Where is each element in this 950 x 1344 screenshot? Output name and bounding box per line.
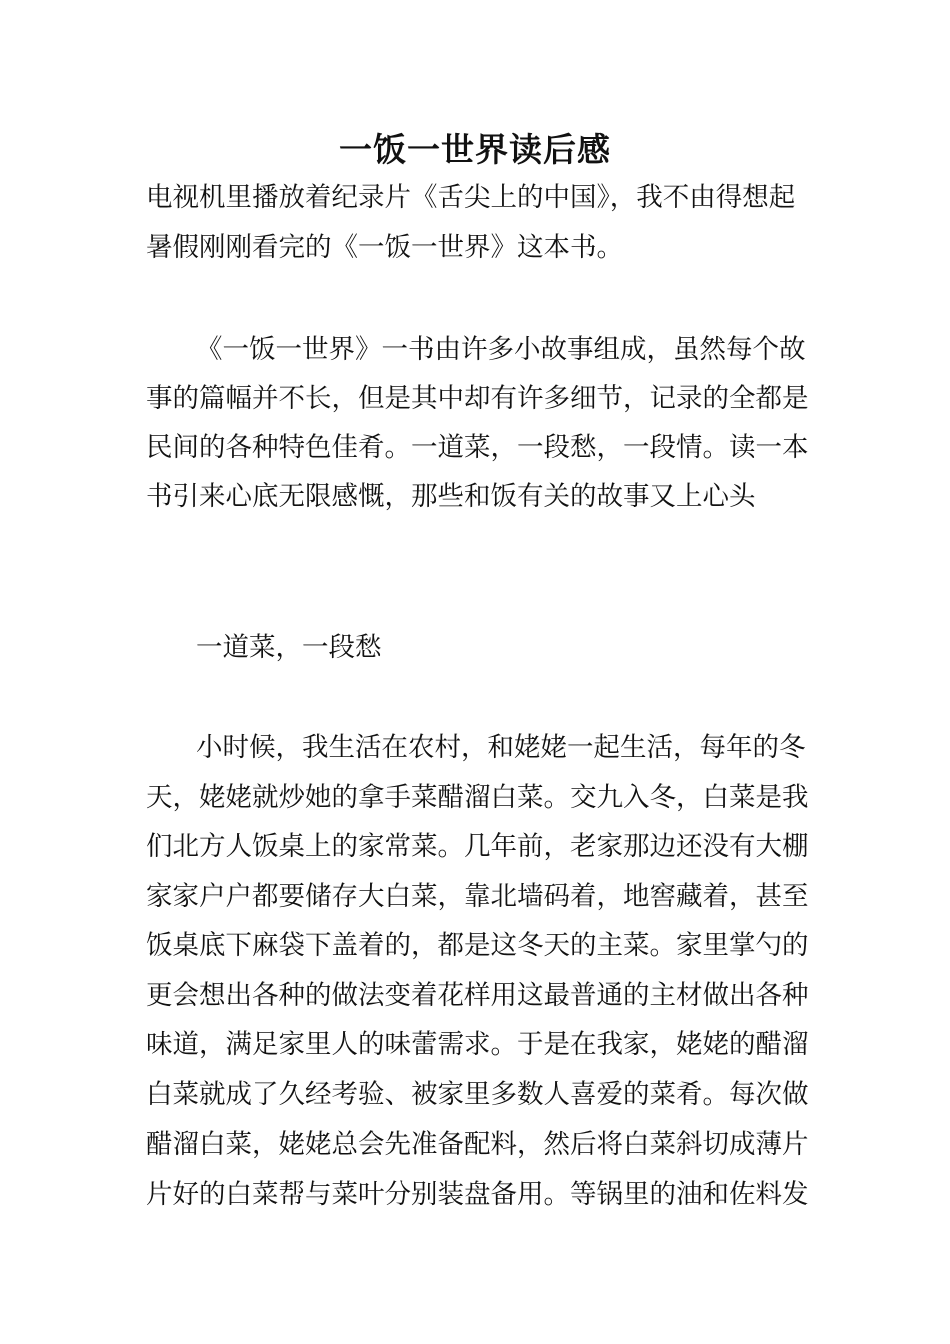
paragraph-2-line-1: 《一饭一世界》一书由许多小故事组成，虽然每个故 (196, 334, 806, 365)
paragraph-2-line-4: 书引来心底无限感慨，那些和饭有关的故事又上心头 (146, 481, 756, 512)
document-title: 一饭一世界读后感 (339, 130, 611, 169)
section-heading: 一道菜，一段愁 (196, 632, 382, 663)
paragraph-3-line-2: 天，姥姥就炒她的拿手菜醋溜白菜。交九入冬，白菜是我 (146, 782, 809, 813)
paragraph-1-line-2: 暑假刚刚看完的《一饭一世界》这本书。 (146, 232, 623, 263)
paragraph-1-line-1: 电视机里播放着纪录片《舌尖上的中国》，我不由得想起 (146, 182, 796, 213)
paragraph-3-line-1: 小时候，我生活在农村，和姥姥一起生活，每年的冬 (196, 732, 806, 763)
paragraph-3-line-8: 白菜就成了久经考验、被家里多数人喜爱的菜肴。每次做 (146, 1079, 809, 1110)
paragraph-2-line-3: 民间的各种特色佳肴。一道菜，一段愁，一段情。读一本 (146, 432, 809, 463)
paragraph-2-line-2: 事的篇幅并不长，但是其中却有许多细节，记录的全都是 (146, 383, 809, 414)
paragraph-3-line-5: 饭桌底下麻袋下盖着的，都是这冬天的主菜。家里掌勺的 (146, 930, 809, 961)
paragraph-3-line-10: 片好的白菜帮与菜叶分别装盘备用。等锅里的油和佐料发 (146, 1179, 809, 1210)
paragraph-3-line-9: 醋溜白菜，姥姥总会先准备配料，然后将白菜斜切成薄片 (146, 1129, 809, 1160)
paragraph-3-line-7: 味道，满足家里人的味蕾需求。于是在我家，姥姥的醋溜 (146, 1029, 809, 1060)
paragraph-3-line-3: 们北方人饭桌上的家常菜。几年前，老家那边还没有大棚 (146, 831, 809, 862)
paragraph-3-line-6: 更会想出各种的做法变着花样用这最普通的主材做出各种 (146, 980, 809, 1011)
paragraph-3-line-4: 家家户户都要储存大白菜，靠北墙码着，地窖藏着，甚至 (146, 881, 809, 912)
